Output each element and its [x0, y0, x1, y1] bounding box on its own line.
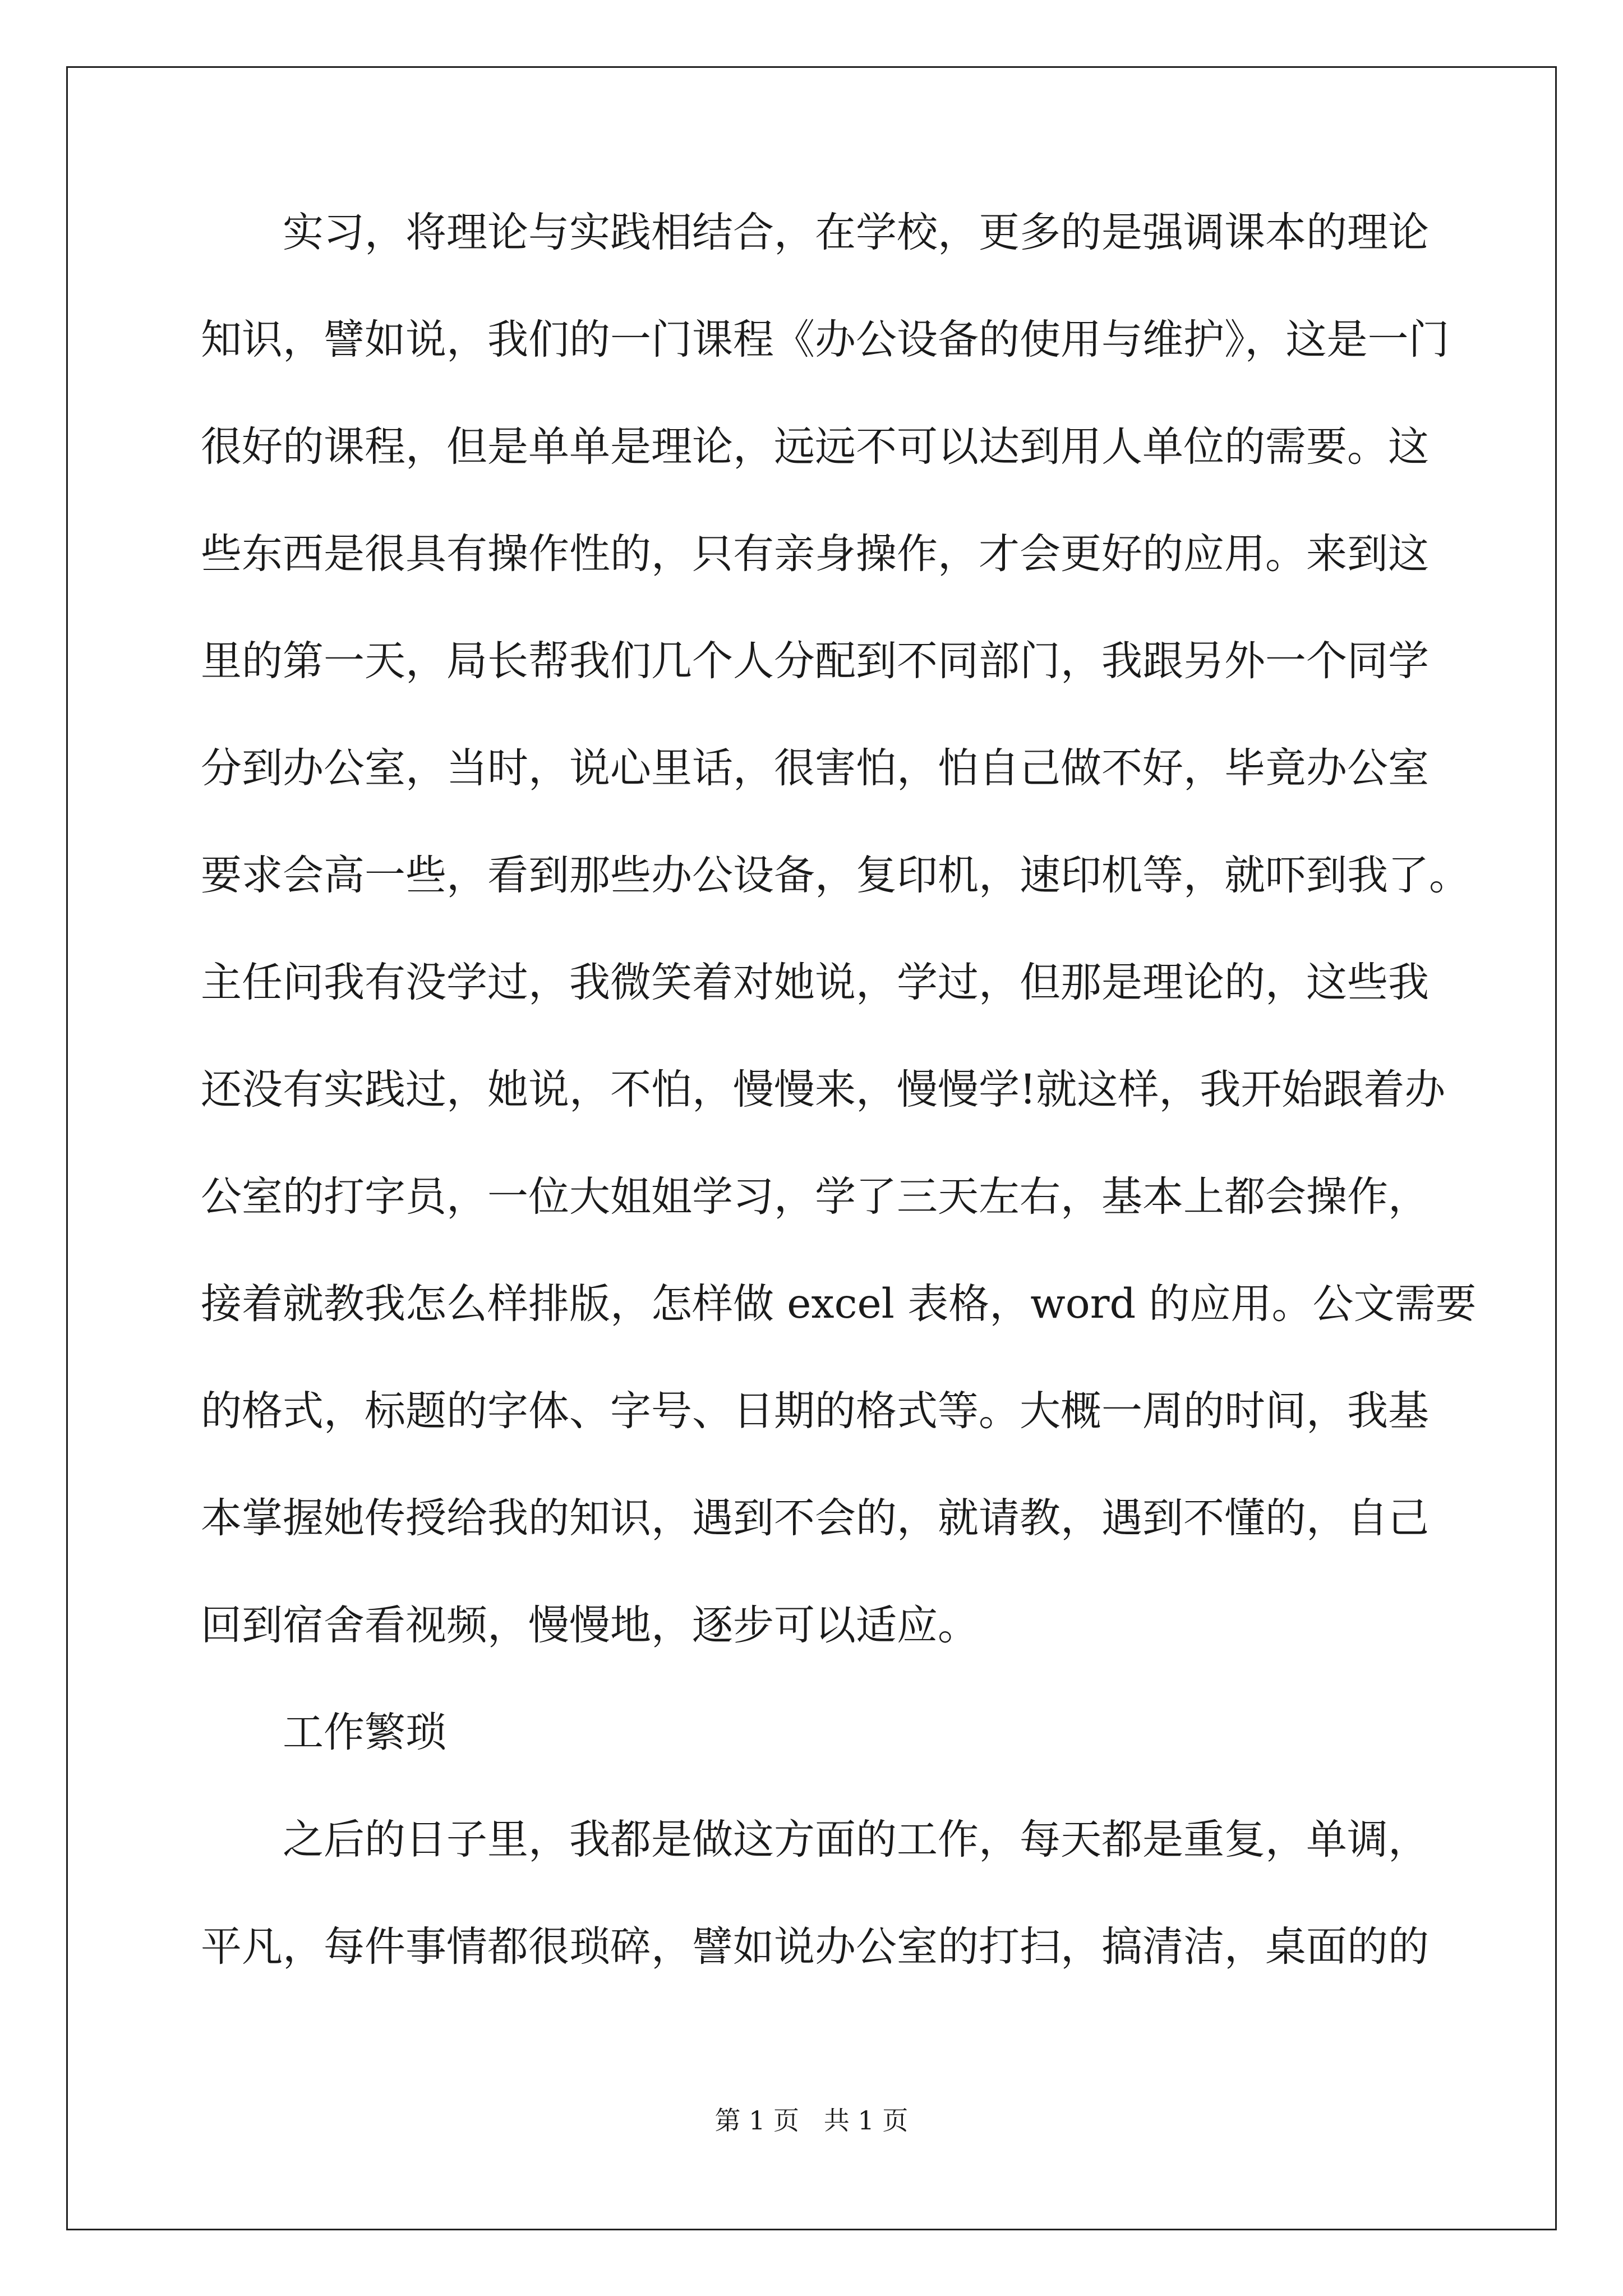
- paragraph-line: 之后的日子里，我都是做这方面的工作，每天都是重复，单调，: [283, 1816, 1429, 1864]
- paragraph-line: 很好的课程，但是单单是理论，远远不可以达到用人单位的需要。这: [201, 423, 1429, 471]
- paragraph-line: 接着就教我怎么样排版，怎样做 excel 表格，word 的应用。公文需要: [201, 1280, 1477, 1328]
- paragraph-line: 公室的打字员，一位大姐姐学习，学了三天左右，基本上都会操作，: [201, 1173, 1429, 1221]
- paragraph-line: 平凡，每件事情都很琐碎，譬如说办公室的打扫，搞清洁，桌面的的: [201, 1923, 1429, 1971]
- paragraph-line: 里的第一天，局长帮我们几个人分配到不同部门，我跟另外一个同学: [201, 637, 1429, 685]
- paragraph-line: 的格式，标题的字体、字号、日期的格式等。大概一周的时间，我基: [201, 1387, 1429, 1435]
- paragraph-line: 知识，譬如说，我们的一门课程《办公设备的使用与维护》，这是一门: [201, 316, 1450, 364]
- paragraph-line: 要求会高一些，看到那些办公设备，复印机，速印机等，就吓到我了。: [201, 852, 1470, 899]
- section-heading: 工作繁琐: [283, 1709, 446, 1756]
- paragraph-line: 些东西是很具有操作性的，只有亲身操作，才会更好的应用。来到这: [201, 530, 1429, 578]
- paragraph-line: 分到办公室，当时，说心里话，很害怕，怕自己做不好，毕竟办公室: [201, 744, 1429, 792]
- page-number-footer: 第 1 页 共 1 页: [714, 2105, 909, 2136]
- paragraph-line: 回到宿舍看视频，慢慢地，逐步可以适应。: [201, 1602, 979, 1649]
- paragraph-line: 还没有实践过，她说，不怕，慢慢来，慢慢学!就这样，我开始跟着办: [201, 1066, 1446, 1114]
- paragraph-line: 主任问我有没学过，我微笑着对她说，学过，但那是理论的，这些我: [201, 959, 1429, 1006]
- document-body: [201, 209, 1477, 2033]
- paragraph-line: 本掌握她传授给我的知识，遇到不会的，就请教，遇到不懂的，自己: [201, 1494, 1429, 1542]
- paragraph-line: 实习，将理论与实践相结合，在学校，更多的是强调课本的理论: [283, 209, 1429, 256]
